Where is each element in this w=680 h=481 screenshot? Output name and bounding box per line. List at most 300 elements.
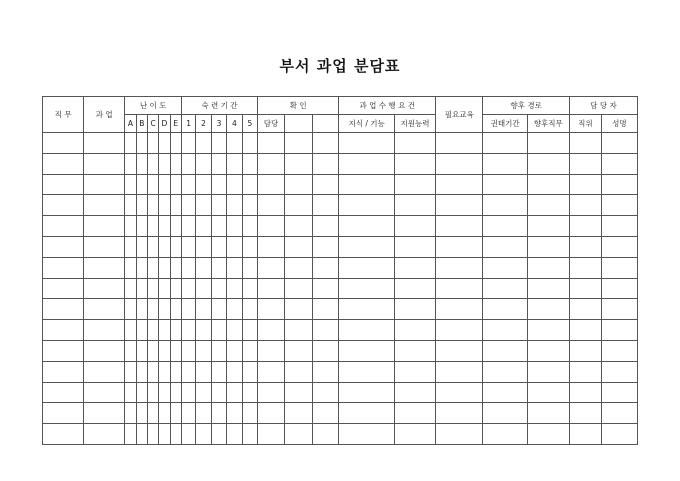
table-cell[interactable] [436, 278, 483, 299]
table-cell[interactable] [601, 299, 637, 320]
table-cell[interactable] [211, 257, 226, 278]
table-cell[interactable] [170, 320, 181, 341]
table-cell[interactable] [339, 340, 395, 361]
table-cell[interactable] [211, 278, 226, 299]
table-cell[interactable] [125, 278, 136, 299]
table-cell[interactable] [436, 153, 483, 174]
table-cell[interactable] [84, 236, 125, 257]
table-cell[interactable] [159, 236, 170, 257]
table-cell[interactable] [339, 361, 395, 382]
table-cell[interactable] [284, 424, 312, 445]
table-cell[interactable] [125, 340, 136, 361]
table-cell[interactable] [258, 216, 285, 237]
table-cell[interactable] [284, 361, 312, 382]
table-cell[interactable] [339, 236, 395, 257]
table-cell[interactable] [170, 257, 181, 278]
table-cell[interactable] [147, 278, 158, 299]
table-cell[interactable] [569, 153, 601, 174]
table-cell[interactable] [136, 216, 147, 237]
table-cell[interactable] [483, 382, 527, 403]
table-cell[interactable] [436, 320, 483, 341]
table-cell[interactable] [196, 195, 211, 216]
table-cell[interactable] [569, 216, 601, 237]
table-cell[interactable] [569, 195, 601, 216]
table-cell[interactable] [136, 320, 147, 341]
table-cell[interactable] [601, 153, 637, 174]
table-cell[interactable] [569, 278, 601, 299]
table-cell[interactable] [84, 424, 125, 445]
table-cell[interactable] [125, 174, 136, 195]
table-cell[interactable] [136, 424, 147, 445]
table-cell[interactable] [436, 382, 483, 403]
table-cell[interactable] [43, 174, 84, 195]
table-cell[interactable] [227, 236, 242, 257]
table-cell[interactable] [258, 278, 285, 299]
table-cell[interactable] [227, 216, 242, 237]
table-cell[interactable] [436, 174, 483, 195]
table-cell[interactable] [159, 361, 170, 382]
table-cell[interactable] [227, 382, 242, 403]
table-cell[interactable] [181, 299, 195, 320]
table-cell[interactable] [601, 216, 637, 237]
table-cell[interactable] [181, 424, 195, 445]
table-cell[interactable] [159, 174, 170, 195]
table-cell[interactable] [211, 216, 226, 237]
table-cell[interactable] [312, 299, 339, 320]
table-cell[interactable] [527, 278, 569, 299]
table-cell[interactable] [284, 153, 312, 174]
table-cell[interactable] [242, 382, 257, 403]
table-cell[interactable] [147, 424, 158, 445]
table-cell[interactable] [43, 236, 84, 257]
table-cell[interactable] [601, 195, 637, 216]
table-cell[interactable] [125, 133, 136, 154]
table-cell[interactable] [84, 320, 125, 341]
table-cell[interactable] [284, 216, 312, 237]
table-cell[interactable] [196, 153, 211, 174]
table-cell[interactable] [258, 195, 285, 216]
table-cell[interactable] [436, 361, 483, 382]
table-cell[interactable] [258, 153, 285, 174]
table-cell[interactable] [181, 153, 195, 174]
table-cell[interactable] [181, 216, 195, 237]
table-cell[interactable] [43, 195, 84, 216]
table-cell[interactable] [284, 382, 312, 403]
table-cell[interactable] [436, 299, 483, 320]
table-cell[interactable] [394, 216, 435, 237]
table-cell[interactable] [84, 133, 125, 154]
table-cell[interactable] [125, 236, 136, 257]
table-cell[interactable] [569, 424, 601, 445]
table-cell[interactable] [159, 133, 170, 154]
table-cell[interactable] [436, 340, 483, 361]
table-cell[interactable] [242, 195, 257, 216]
table-cell[interactable] [483, 153, 527, 174]
table-cell[interactable] [43, 382, 84, 403]
table-cell[interactable] [136, 340, 147, 361]
table-cell[interactable] [159, 382, 170, 403]
table-cell[interactable] [527, 174, 569, 195]
table-cell[interactable] [43, 299, 84, 320]
table-cell[interactable] [159, 278, 170, 299]
table-cell[interactable] [211, 174, 226, 195]
table-cell[interactable] [527, 153, 569, 174]
table-cell[interactable] [601, 424, 637, 445]
table-cell[interactable] [125, 299, 136, 320]
table-cell[interactable] [394, 278, 435, 299]
table-cell[interactable] [284, 299, 312, 320]
table-cell[interactable] [394, 382, 435, 403]
table-cell[interactable] [284, 257, 312, 278]
table-cell[interactable] [339, 278, 395, 299]
table-cell[interactable] [136, 174, 147, 195]
table-cell[interactable] [312, 133, 339, 154]
table-cell[interactable] [242, 340, 257, 361]
table-cell[interactable] [84, 382, 125, 403]
table-cell[interactable] [147, 403, 158, 424]
table-cell[interactable] [181, 403, 195, 424]
table-cell[interactable] [159, 299, 170, 320]
table-cell[interactable] [84, 361, 125, 382]
table-cell[interactable] [242, 133, 257, 154]
table-cell[interactable] [242, 236, 257, 257]
table-cell[interactable] [196, 403, 211, 424]
table-cell[interactable] [312, 382, 339, 403]
table-cell[interactable] [527, 216, 569, 237]
table-cell[interactable] [43, 424, 84, 445]
table-cell[interactable] [43, 361, 84, 382]
table-cell[interactable] [227, 153, 242, 174]
table-cell[interactable] [136, 361, 147, 382]
table-cell[interactable] [196, 320, 211, 341]
table-cell[interactable] [258, 299, 285, 320]
table-cell[interactable] [84, 278, 125, 299]
table-cell[interactable] [284, 320, 312, 341]
table-cell[interactable] [227, 299, 242, 320]
table-cell[interactable] [312, 278, 339, 299]
table-cell[interactable] [136, 133, 147, 154]
table-cell[interactable] [181, 361, 195, 382]
table-cell[interactable] [170, 299, 181, 320]
table-cell[interactable] [125, 153, 136, 174]
table-cell[interactable] [312, 216, 339, 237]
table-cell[interactable] [84, 174, 125, 195]
table-cell[interactable] [211, 340, 226, 361]
table-cell[interactable] [136, 278, 147, 299]
table-cell[interactable] [436, 257, 483, 278]
table-cell[interactable] [196, 424, 211, 445]
table-cell[interactable] [125, 424, 136, 445]
table-cell[interactable] [394, 153, 435, 174]
table-cell[interactable] [43, 320, 84, 341]
table-cell[interactable] [569, 320, 601, 341]
table-cell[interactable] [181, 174, 195, 195]
table-cell[interactable] [125, 257, 136, 278]
table-cell[interactable] [147, 174, 158, 195]
table-cell[interactable] [43, 278, 84, 299]
table-cell[interactable] [242, 361, 257, 382]
table-cell[interactable] [601, 174, 637, 195]
table-cell[interactable] [242, 174, 257, 195]
table-cell[interactable] [312, 195, 339, 216]
table-cell[interactable] [601, 257, 637, 278]
table-cell[interactable] [394, 361, 435, 382]
table-cell[interactable] [339, 403, 395, 424]
table-cell[interactable] [147, 236, 158, 257]
table-cell[interactable] [84, 195, 125, 216]
table-cell[interactable] [196, 278, 211, 299]
table-cell[interactable] [394, 403, 435, 424]
table-cell[interactable] [136, 153, 147, 174]
table-cell[interactable] [43, 403, 84, 424]
table-cell[interactable] [339, 382, 395, 403]
table-cell[interactable] [312, 340, 339, 361]
table-cell[interactable] [43, 133, 84, 154]
table-cell[interactable] [312, 236, 339, 257]
table-cell[interactable] [312, 174, 339, 195]
table-cell[interactable] [125, 216, 136, 237]
table-cell[interactable] [227, 174, 242, 195]
table-cell[interactable] [601, 320, 637, 341]
table-cell[interactable] [436, 236, 483, 257]
table-cell[interactable] [211, 133, 226, 154]
table-cell[interactable] [436, 403, 483, 424]
table-cell[interactable] [211, 153, 226, 174]
table-cell[interactable] [159, 424, 170, 445]
table-cell[interactable] [569, 236, 601, 257]
table-cell[interactable] [242, 424, 257, 445]
table-cell[interactable] [339, 424, 395, 445]
table-cell[interactable] [483, 216, 527, 237]
table-cell[interactable] [258, 257, 285, 278]
table-cell[interactable] [339, 257, 395, 278]
table-cell[interactable] [181, 195, 195, 216]
table-cell[interactable] [339, 216, 395, 237]
table-cell[interactable] [394, 174, 435, 195]
table-cell[interactable] [43, 153, 84, 174]
table-cell[interactable] [242, 403, 257, 424]
table-cell[interactable] [159, 153, 170, 174]
table-cell[interactable] [527, 133, 569, 154]
table-cell[interactable] [284, 278, 312, 299]
table-cell[interactable] [170, 153, 181, 174]
table-cell[interactable] [211, 320, 226, 341]
table-cell[interactable] [569, 403, 601, 424]
table-cell[interactable] [601, 403, 637, 424]
table-cell[interactable] [527, 299, 569, 320]
table-cell[interactable] [527, 195, 569, 216]
table-cell[interactable] [527, 361, 569, 382]
table-cell[interactable] [312, 257, 339, 278]
table-cell[interactable] [339, 133, 395, 154]
table-cell[interactable] [196, 340, 211, 361]
table-cell[interactable] [527, 403, 569, 424]
table-cell[interactable] [483, 320, 527, 341]
table-cell[interactable] [258, 236, 285, 257]
table-cell[interactable] [147, 361, 158, 382]
table-cell[interactable] [394, 133, 435, 154]
table-cell[interactable] [43, 257, 84, 278]
table-cell[interactable] [483, 278, 527, 299]
table-cell[interactable] [483, 133, 527, 154]
table-cell[interactable] [211, 424, 226, 445]
table-cell[interactable] [569, 257, 601, 278]
table-cell[interactable] [84, 216, 125, 237]
table-cell[interactable] [196, 257, 211, 278]
table-cell[interactable] [483, 257, 527, 278]
table-cell[interactable] [196, 216, 211, 237]
table-cell[interactable] [258, 403, 285, 424]
table-cell[interactable] [125, 403, 136, 424]
table-cell[interactable] [339, 320, 395, 341]
table-cell[interactable] [258, 424, 285, 445]
table-cell[interactable] [242, 257, 257, 278]
table-cell[interactable] [483, 340, 527, 361]
table-cell[interactable] [258, 320, 285, 341]
table-cell[interactable] [436, 424, 483, 445]
table-cell[interactable] [258, 133, 285, 154]
table-cell[interactable] [527, 320, 569, 341]
table-cell[interactable] [136, 382, 147, 403]
table-cell[interactable] [284, 403, 312, 424]
table-cell[interactable] [258, 361, 285, 382]
table-cell[interactable] [211, 361, 226, 382]
table-cell[interactable] [170, 278, 181, 299]
table-cell[interactable] [84, 403, 125, 424]
table-cell[interactable] [84, 257, 125, 278]
table-cell[interactable] [242, 299, 257, 320]
table-cell[interactable] [284, 340, 312, 361]
table-cell[interactable] [258, 382, 285, 403]
table-cell[interactable] [125, 320, 136, 341]
table-cell[interactable] [125, 382, 136, 403]
table-cell[interactable] [147, 299, 158, 320]
table-cell[interactable] [312, 361, 339, 382]
table-cell[interactable] [211, 403, 226, 424]
table-cell[interactable] [601, 340, 637, 361]
table-cell[interactable] [339, 153, 395, 174]
table-cell[interactable] [312, 153, 339, 174]
table-cell[interactable] [284, 236, 312, 257]
table-cell[interactable] [227, 361, 242, 382]
table-cell[interactable] [312, 403, 339, 424]
table-cell[interactable] [196, 236, 211, 257]
table-cell[interactable] [211, 382, 226, 403]
table-cell[interactable] [170, 340, 181, 361]
table-cell[interactable] [84, 340, 125, 361]
table-cell[interactable] [569, 133, 601, 154]
table-cell[interactable] [159, 257, 170, 278]
table-cell[interactable] [258, 340, 285, 361]
table-cell[interactable] [312, 424, 339, 445]
table-cell[interactable] [601, 361, 637, 382]
table-cell[interactable] [211, 299, 226, 320]
table-cell[interactable] [284, 174, 312, 195]
table-cell[interactable] [136, 257, 147, 278]
table-cell[interactable] [527, 424, 569, 445]
table-cell[interactable] [170, 174, 181, 195]
table-cell[interactable] [170, 361, 181, 382]
table-cell[interactable] [170, 382, 181, 403]
table-cell[interactable] [569, 361, 601, 382]
table-cell[interactable] [211, 195, 226, 216]
table-cell[interactable] [242, 320, 257, 341]
table-cell[interactable] [125, 195, 136, 216]
table-cell[interactable] [84, 153, 125, 174]
table-cell[interactable] [227, 257, 242, 278]
table-cell[interactable] [159, 340, 170, 361]
table-cell[interactable] [147, 153, 158, 174]
table-cell[interactable] [196, 382, 211, 403]
table-cell[interactable] [339, 174, 395, 195]
table-cell[interactable] [483, 299, 527, 320]
table-cell[interactable] [227, 320, 242, 341]
table-cell[interactable] [569, 340, 601, 361]
table-cell[interactable] [136, 236, 147, 257]
table-cell[interactable] [43, 216, 84, 237]
table-cell[interactable] [242, 216, 257, 237]
table-cell[interactable] [569, 174, 601, 195]
table-cell[interactable] [242, 153, 257, 174]
table-cell[interactable] [394, 340, 435, 361]
table-cell[interactable] [601, 382, 637, 403]
table-cell[interactable] [601, 278, 637, 299]
table-cell[interactable] [312, 320, 339, 341]
table-cell[interactable] [483, 424, 527, 445]
table-cell[interactable] [136, 403, 147, 424]
table-cell[interactable] [181, 340, 195, 361]
table-cell[interactable] [196, 133, 211, 154]
table-cell[interactable] [227, 195, 242, 216]
table-cell[interactable] [601, 236, 637, 257]
table-cell[interactable] [394, 424, 435, 445]
table-cell[interactable] [227, 133, 242, 154]
table-cell[interactable] [527, 257, 569, 278]
table-cell[interactable] [436, 133, 483, 154]
table-cell[interactable] [170, 216, 181, 237]
table-cell[interactable] [170, 195, 181, 216]
table-cell[interactable] [170, 403, 181, 424]
table-cell[interactable] [159, 195, 170, 216]
table-cell[interactable] [339, 299, 395, 320]
table-cell[interactable] [181, 382, 195, 403]
table-cell[interactable] [394, 320, 435, 341]
table-cell[interactable] [483, 403, 527, 424]
table-cell[interactable] [284, 133, 312, 154]
table-cell[interactable] [339, 195, 395, 216]
table-cell[interactable] [211, 236, 226, 257]
table-cell[interactable] [147, 320, 158, 341]
table-cell[interactable] [569, 299, 601, 320]
table-cell[interactable] [159, 216, 170, 237]
table-cell[interactable] [483, 236, 527, 257]
table-cell[interactable] [196, 299, 211, 320]
table-cell[interactable] [394, 236, 435, 257]
table-cell[interactable] [147, 216, 158, 237]
table-cell[interactable] [227, 340, 242, 361]
table-cell[interactable] [147, 133, 158, 154]
table-cell[interactable] [483, 174, 527, 195]
table-cell[interactable] [483, 361, 527, 382]
table-cell[interactable] [181, 236, 195, 257]
table-cell[interactable] [258, 174, 285, 195]
table-cell[interactable] [242, 278, 257, 299]
table-cell[interactable] [227, 278, 242, 299]
table-cell[interactable] [196, 361, 211, 382]
table-cell[interactable] [527, 382, 569, 403]
table-cell[interactable] [227, 403, 242, 424]
table-cell[interactable] [569, 382, 601, 403]
